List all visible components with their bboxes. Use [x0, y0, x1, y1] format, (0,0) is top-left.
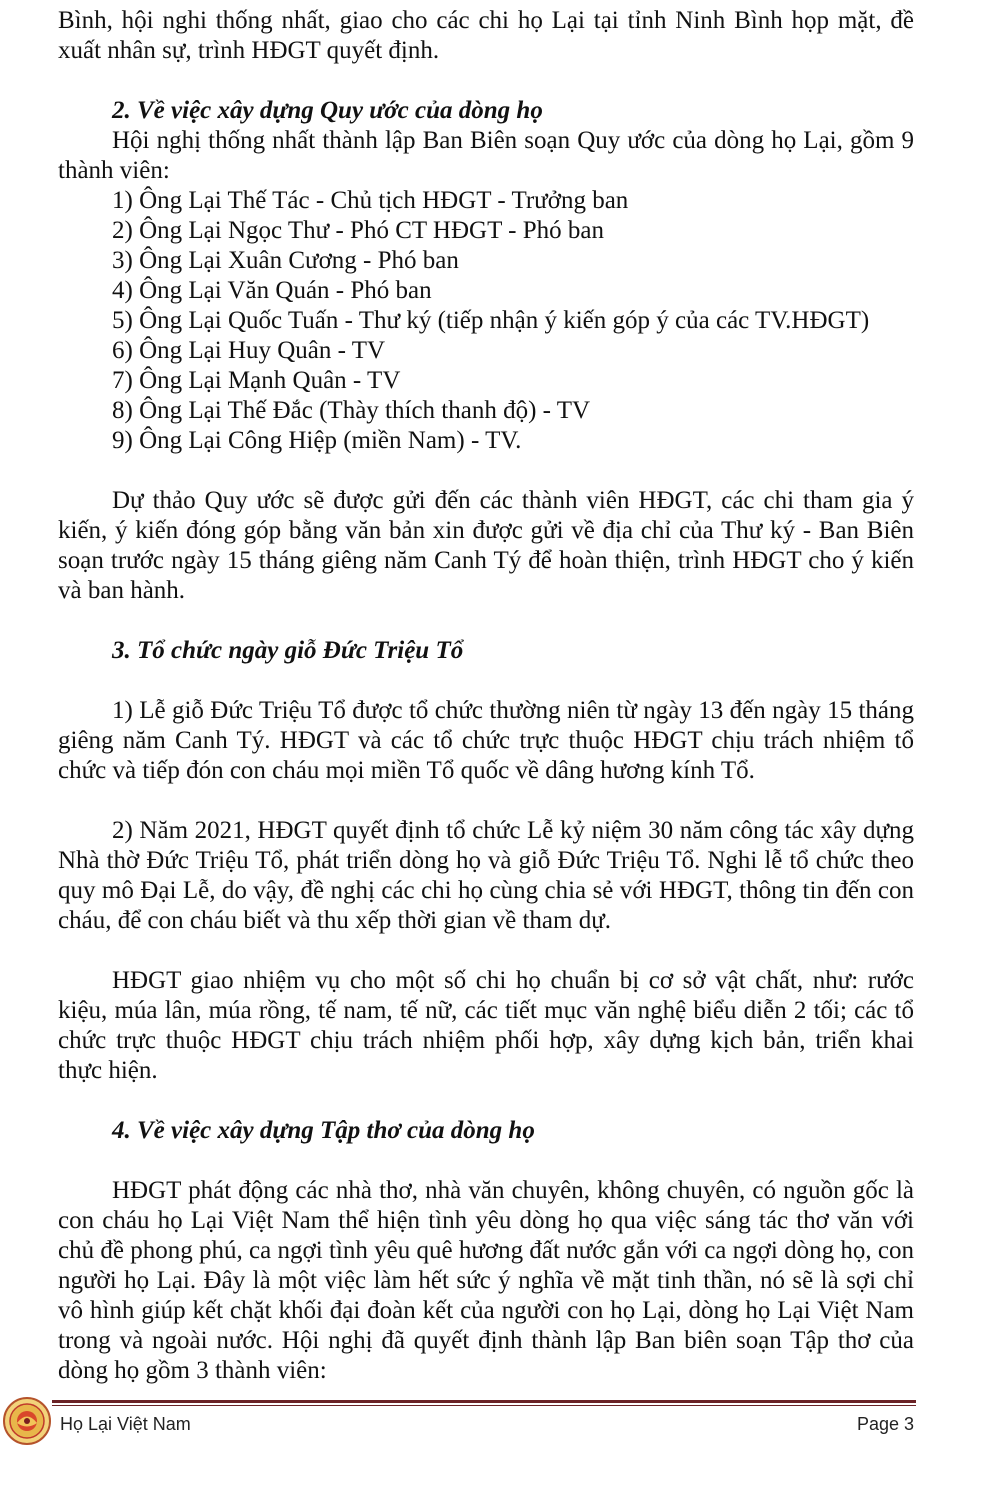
- list-item: 6) Ông Lại Huy Quân - TV: [112, 337, 386, 364]
- list-item: 2) Ông Lại Ngọc Thư - Phó CT HĐGT - Phó ban: [112, 217, 604, 244]
- page-footer: [0, 1386, 986, 1446]
- list-item: 9) Ông Lại Công Hiệp (miền Nam) - TV.: [112, 427, 522, 454]
- section-2-intro: Hội nghị thống nhất thành lập Ban Biên soạn Quy ước của dòng họ Lại, gồm 9 thành viên:: [58, 127, 914, 184]
- page-number: Page 3: [856, 1414, 914, 1434]
- section-3-heading: 3. Tổ chức ngày giỗ Đức Triệu Tổ: [112, 637, 464, 664]
- list-item: 4) Ông Lại Văn Quán - Phó ban: [112, 277, 432, 304]
- footer-rule-thin: [52, 1405, 916, 1406]
- list-item: 3) Ông Lại Xuân Cương - Phó ban: [112, 247, 459, 274]
- draft-paragraph: Dự thảo Quy ước sẽ được gửi đến các thành viên HĐGT, các chi tham gia ý kiến, ý kiến đóng góp bằng văn bản xin được gửi về địa chỉ của Thư ký - Ban Biên soạn trước ngày 15 tháng giêng năm Canh Tý để hoàn thiện, trình HĐGT cho ý kiến và ban hành.: [58, 487, 914, 604]
- list-item: 7) Ông Lại Mạnh Quân - TV: [112, 367, 401, 394]
- list-item: 8) Ông Lại Thế Đắc (Thày thích thanh độ) - TV: [112, 397, 591, 424]
- list-item: 5) Ông Lại Quốc Tuấn - Thư ký (tiếp nhận ý kiến góp ý của các TV.HĐGT): [112, 307, 870, 334]
- section-3-item-2: 2) Năm 2021, HĐGT quyết định tổ chức Lễ kỷ niệm 30 năm công tác xây dựng Nhà thờ Đức Triệu Tổ, phát triển dòng họ và giỗ Đức Triệu Tổ. Nghi lễ tổ chức theo quy mô Đại Lễ, do vậy, đề nghị các chi họ cùng chia sẻ với HĐGT, thông tin đến con cháu, để con cháu biết và thu xếp thời gian về tham dự.: [58, 817, 914, 934]
- section-4-heading: 4. Về việc xây dựng Tập thơ của dòng họ: [112, 1117, 535, 1144]
- document-page: [58, 6, 914, 1386]
- section-3-item-1: 1) Lễ giỗ Đức Triệu Tổ được tổ chức thường niên từ ngày 13 đến ngày 15 tháng giêng năm Canh Tý. HĐGT và các tổ chức trực thuộc HĐGT chịu trách nhiệm tổ chức và tiếp đón con cháu mọi miền Tổ quốc về dâng hương kính Tổ.: [58, 697, 914, 784]
- section-2-heading: 2. Về việc xây dựng Quy ước của dòng họ: [112, 97, 543, 124]
- intro-paragraph: Bình, hội nghi thống nhất, giao cho các chi họ Lại tại tỉnh Ninh Bình họp mặt, đề xuất nhân sự, trình HĐGT quyết định.: [58, 7, 914, 64]
- section-3-assignment: HĐGT giao nhiệm vụ cho một số chi họ chuẩn bị cơ sở vật chất, như: rước kiệu, múa lân, múa rồng, tế nam, tế nữ, các tiết mục văn nghệ biểu diễn 2 tối; các tổ chức trực thuộc HĐGT chịu trách nhiệm phối hợp, xây dựng kịch bản, triển khai thực hiện.: [58, 967, 914, 1084]
- list-item: 1) Ông Lại Thế Tác - Chủ tịch HĐGT - Trưởng ban: [112, 187, 629, 214]
- clan-seal-icon: [2, 1396, 52, 1446]
- section-4-paragraph: HĐGT phát động các nhà thơ, nhà văn chuyên, không chuyên, có nguồn gốc là con cháu họ Lại Việt Nam thể hiện tình yêu dòng họ qua việc sáng tác thơ văn với chủ đề phong phú, ca ngợi tình yêu quê hương đất nước gắn với ca ngợi dòng họ, con người họ Lại. Đây là một việc làm hết sức ý nghĩa về mặt tinh thần, nó sẽ là sợi chỉ vô hình giúp kết chặt khối đại đoàn kết của người con họ Lại, dòng họ Lại Việt Nam trong và ngoài nước. Hội nghị đã quyết định thành lập Ban biên soạn Tập thơ của dòng họ gồm 3 thành viên:: [58, 1177, 914, 1384]
- footer-rule: [52, 1400, 916, 1403]
- footer-title: Họ Lại Việt Nam: [60, 1414, 191, 1434]
- committee-member-list: [58, 186, 914, 456]
